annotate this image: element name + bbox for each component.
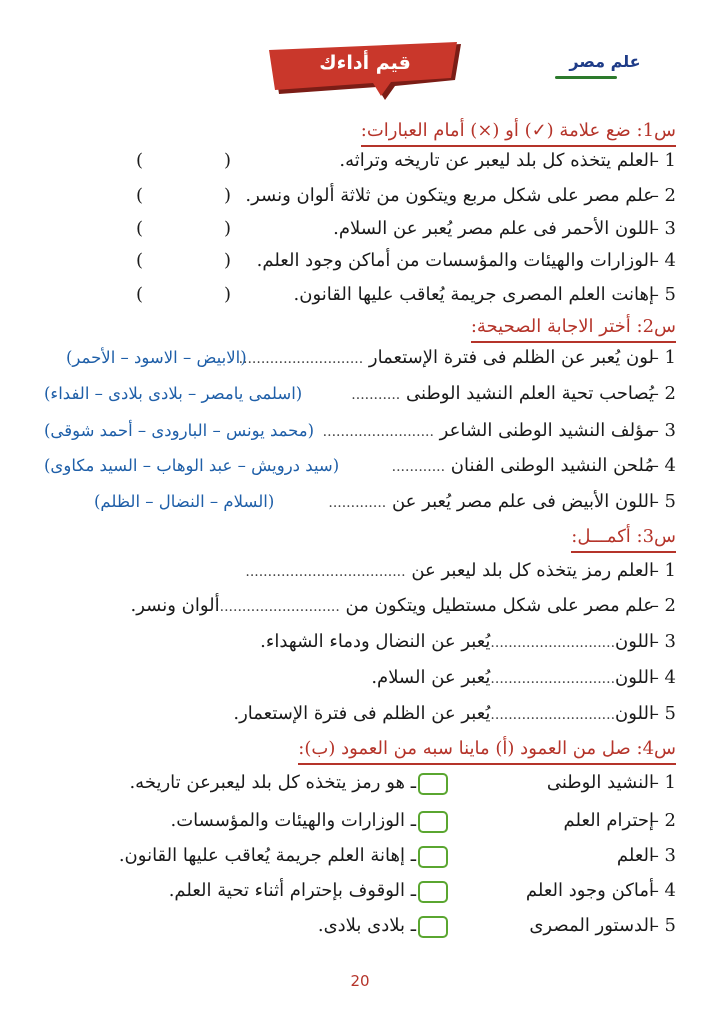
column-b-text: ـ الوزارات والهيئات والمؤسسات. xyxy=(170,810,416,831)
q1-item xyxy=(44,246,676,276)
item-text: العلم رمز يتخذه كل بلد ليعبر عن .................................... xyxy=(245,560,654,581)
banner-title: قيم أداءك xyxy=(319,52,411,74)
q3-item xyxy=(44,627,676,657)
item-text: مُلحن النشيد الوطنى الفنان ............ xyxy=(391,455,654,476)
answer-options: (الابيض – الاسود – الأحمر) xyxy=(66,348,247,367)
q4-item xyxy=(44,911,676,941)
q2-item xyxy=(44,343,676,373)
answer-paren-open[interactable]: ( xyxy=(224,150,232,171)
item-text: لون يُعبر عن الظلم فى فترة الإستعمار ............................ xyxy=(238,347,654,368)
item-text: إهانت العلم المصرى جريمة يُعاقب عليها القانون. xyxy=(293,284,654,305)
item-number: 1 – xyxy=(649,347,676,368)
item-text: العلم يتخذه كل بلد ليعبر عن تاريخه وتراثه. xyxy=(339,150,654,171)
item-number: 5 – xyxy=(649,915,676,936)
q4-item xyxy=(44,768,676,798)
answer-paren-open[interactable]: ( xyxy=(224,284,232,305)
answer-options: (محمد يونس – البارودى – أحمد شوقى) xyxy=(44,421,315,440)
item-number: 3 – xyxy=(649,218,676,239)
item-text: علم مصر على شكل مستطيل ويتكون من ...........................ألوان ونسر. xyxy=(130,595,654,616)
item-text: مؤلف النشيد الوطنى الشاعر ......................... xyxy=(322,420,654,441)
q1-item xyxy=(44,280,676,310)
answer-paren-close[interactable]: ) xyxy=(136,218,144,239)
answer-paren-close[interactable]: ) xyxy=(136,284,144,305)
item-text: يُصاحب تحية العلم النشيد الوطنى ........... xyxy=(351,383,654,404)
page-number: 20 xyxy=(350,972,370,990)
item-text: اللون............................يُعبر عن النضال ودماء الشهداء. xyxy=(260,631,654,652)
item-number: 2 – xyxy=(649,383,676,404)
q1-item xyxy=(44,146,676,176)
column-b-text: ـ الوقوف بإحترام أثناء تحية العلم. xyxy=(168,880,416,901)
item-number: 3 – xyxy=(649,845,676,866)
q2-item xyxy=(44,416,676,446)
item-number: 5 – xyxy=(649,491,676,512)
item-number: 4 – xyxy=(649,880,676,901)
item-number: 1 – xyxy=(649,560,676,581)
title-banner xyxy=(265,40,465,104)
q3-item xyxy=(44,699,676,729)
item-text: علم مصر على شكل مربع ويتكون من ثلاثة ألوان ونسر. xyxy=(245,185,654,206)
item-number: 2 – xyxy=(649,185,676,206)
item-text: اللون............................يُعبر عن الظلم فى فترة الإستعمار. xyxy=(233,703,654,724)
answer-paren-close[interactable]: ) xyxy=(136,250,144,271)
item-number: 4 – xyxy=(649,667,676,688)
column-a-text: الدستور المصرى xyxy=(529,915,654,936)
q4-item xyxy=(44,876,676,906)
match-box[interactable] xyxy=(418,773,448,795)
column-b-text: ـ بلادى بلادى. xyxy=(317,915,416,936)
item-text: اللون............................يُعبر عن السلام. xyxy=(371,667,654,688)
q4-item xyxy=(44,806,676,836)
q4-item xyxy=(44,841,676,871)
answer-options: (السلام – النضال – الظلم) xyxy=(94,492,275,511)
column-a-text: النشيد الوطنى xyxy=(546,772,654,793)
q2-item xyxy=(44,379,676,409)
match-box[interactable] xyxy=(418,881,448,903)
q3-title: س3: أكمـــل: xyxy=(571,524,676,553)
item-text: اللون الأحمر فى علم مصر يُعبر عن السلام. xyxy=(333,218,654,239)
item-number: 5 – xyxy=(649,284,676,305)
answer-options: (سيد درويش – عبد الوهاب – السيد مكاوى) xyxy=(44,456,340,475)
answer-paren-open[interactable]: ( xyxy=(224,218,232,239)
match-box[interactable] xyxy=(418,846,448,868)
item-number: 4 – xyxy=(649,250,676,271)
answer-paren-close[interactable]: ) xyxy=(136,150,144,171)
item-number: 1 – xyxy=(649,150,676,171)
q1-item xyxy=(44,181,676,211)
column-b-text: ـ هو رمز يتخذه كل بلد ليعبرعن تاريخه. xyxy=(129,772,416,793)
item-number: 4 – xyxy=(649,455,676,476)
column-b-text: ـ إهانة العلم جريمة يُعاقب عليها القانون. xyxy=(118,845,416,866)
subject-underline xyxy=(555,76,617,79)
q4-title: س4: صل من العمود (أ) ماينا سبه من العمود (ب): xyxy=(298,736,676,765)
match-box[interactable] xyxy=(418,811,448,833)
item-number: 3 – xyxy=(649,420,676,441)
column-a-text: العلم xyxy=(616,845,654,866)
match-box[interactable] xyxy=(418,916,448,938)
subject-title: علم مصر xyxy=(569,52,641,71)
item-number: 2 – xyxy=(649,810,676,831)
q2-item xyxy=(44,487,676,517)
q2-title: س2: أختر الاجابة الصحيحة: xyxy=(471,314,676,343)
item-text: الوزارات والهيئات والمؤسسات من أماكن وجود العلم. xyxy=(256,250,654,271)
q3-item xyxy=(44,591,676,621)
q3-item xyxy=(44,663,676,693)
q1-item xyxy=(44,214,676,244)
q3-item xyxy=(44,556,676,586)
item-number: 2 – xyxy=(649,595,676,616)
column-a-text: إحترام العلم xyxy=(563,810,654,831)
item-number: 3 – xyxy=(649,631,676,652)
answer-paren-close[interactable]: ) xyxy=(136,185,144,206)
item-number: 5 – xyxy=(649,703,676,724)
answer-paren-open[interactable]: ( xyxy=(224,250,232,271)
q2-item xyxy=(44,451,676,481)
answer-options: (اسلمى يامصر – بلادى بلادى – الفداء) xyxy=(44,384,303,403)
column-a-text: أماكن وجود العلم xyxy=(525,880,654,901)
answer-paren-open[interactable]: ( xyxy=(224,185,232,206)
item-text: اللون الأبيض فى علم مصر يُعبر عن ............. xyxy=(328,491,654,512)
q1-title: س1: ضع علامة (✓) أو (×) أمام العبارات: xyxy=(361,118,676,147)
item-number: 1 – xyxy=(649,772,676,793)
